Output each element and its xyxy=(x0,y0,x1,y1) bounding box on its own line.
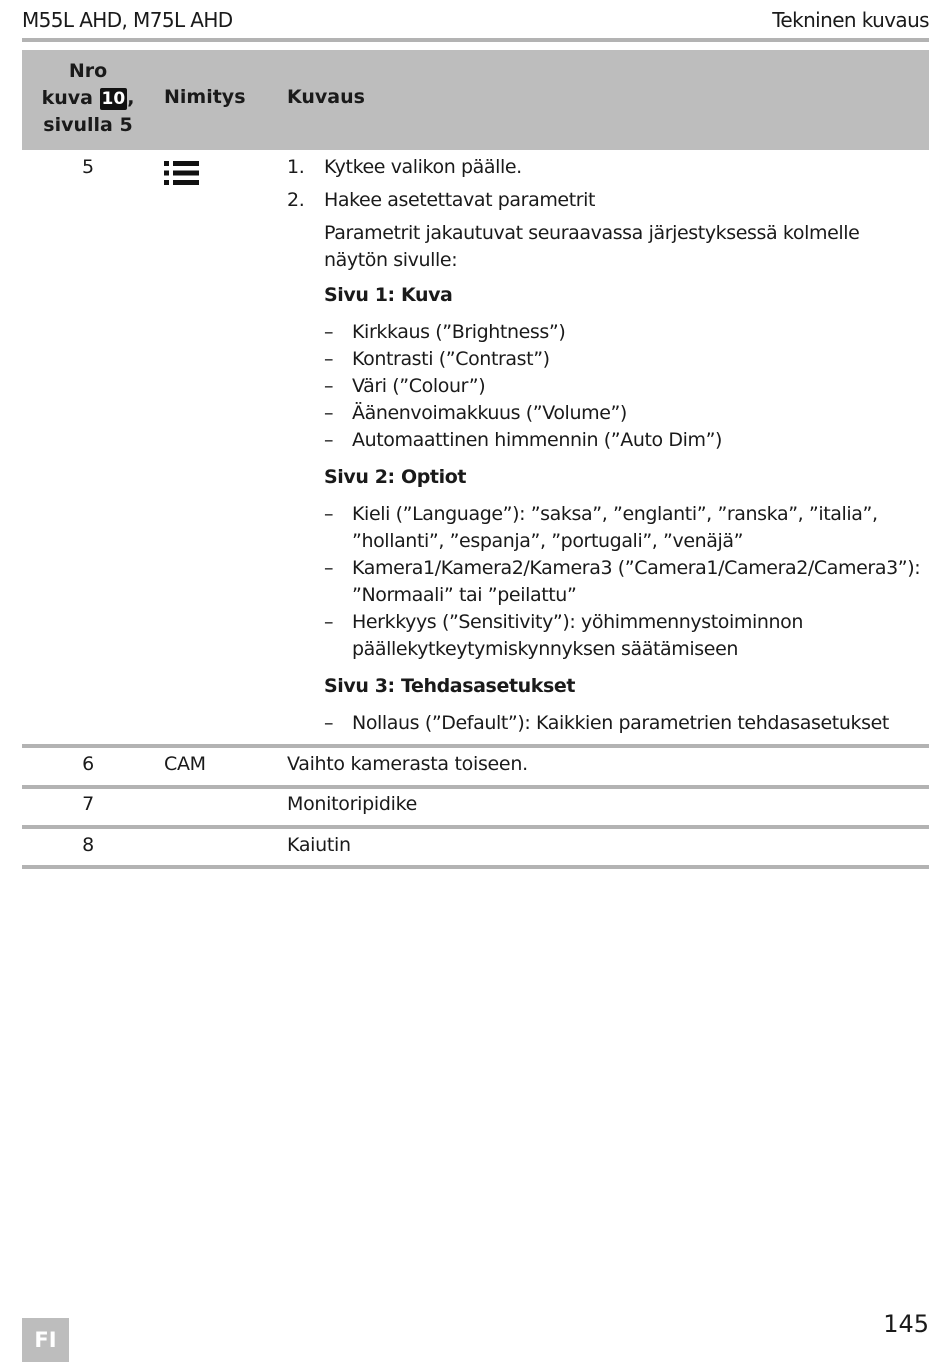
section-heading: Sivu 3: Tehdasasetukset xyxy=(324,675,576,697)
row-divider xyxy=(22,825,929,829)
header-nimitys: Nimitys xyxy=(164,86,246,108)
list-item: – Äänenvoimakkuus (”Volume”) xyxy=(324,402,627,424)
list-item: – Kontrasti (”Contrast”) xyxy=(324,348,550,370)
header-rule xyxy=(22,38,929,42)
page-header xyxy=(22,6,929,34)
figure-number-badge: 10 xyxy=(101,89,126,109)
row-divider xyxy=(22,744,929,748)
row-name: CAM xyxy=(164,753,206,775)
model-title: M55L AHD, M75L AHD xyxy=(22,8,233,32)
list-item: – Automaattinen himmennin (”Auto Dim”) xyxy=(324,429,723,451)
list-item: 1. Kytkee valikon päälle. xyxy=(287,156,522,178)
row-description: Monitoripidike xyxy=(287,793,417,815)
section-heading: Sivu 2: Optiot xyxy=(324,466,467,488)
list-item: 2. Hakee asetettavat parametrit xyxy=(287,189,596,211)
table-header xyxy=(22,50,929,150)
list-item: – Nollaus (”Default”): Kaikkien parametrien tehdasasetukset xyxy=(324,712,889,734)
list-item: – Väri (”Colour”) xyxy=(324,375,486,397)
table-bottom-rule xyxy=(22,865,929,869)
row-description: Vaihto kamerasta toiseen. xyxy=(287,753,528,775)
row-number: 8 xyxy=(82,834,94,856)
row-description: Kaiutin xyxy=(287,834,351,856)
header-kuvaus: Kuvaus xyxy=(287,86,365,108)
row-divider xyxy=(22,785,929,789)
language-badge: FI xyxy=(22,1318,69,1362)
intro-text: Parametrit jakautuvat seuraavassa järjestyksessä kolmelle näytön sivulle: xyxy=(324,222,860,271)
header-nro: Nro kuva 10 , sivulla 5 xyxy=(41,60,135,136)
row5-description xyxy=(287,154,927,747)
section-title: Tekninen kuvaus xyxy=(772,8,929,32)
page-number: 145 xyxy=(883,1310,929,1338)
row-number: 5 xyxy=(81,156,95,178)
list-item: – Kirkkaus (”Brightness”) xyxy=(324,321,566,343)
menu-list-icon xyxy=(164,160,200,186)
list-item: – Herkkyys (”Sensitivity”): yöhimmennystoiminnon päällekytkeytymiskynnyksen säätämiseen xyxy=(324,611,804,660)
list-item: – Kamera1/Kamera2/Kamera3 (”Camera1/Camera2/Camera3”): ”Normaali” tai ”peilattu” xyxy=(324,557,921,606)
row-number: 6 xyxy=(82,753,94,775)
list-item: – Kieli (”Language”): ”saksa”, ”englanti”, ”ranska”, ”italia”, ”hollanti”, ”espanja”, ”portugali”, ”venäjä” xyxy=(324,503,878,552)
section-heading: Sivu 1: Kuva xyxy=(324,284,453,306)
row-number: 7 xyxy=(82,793,94,815)
